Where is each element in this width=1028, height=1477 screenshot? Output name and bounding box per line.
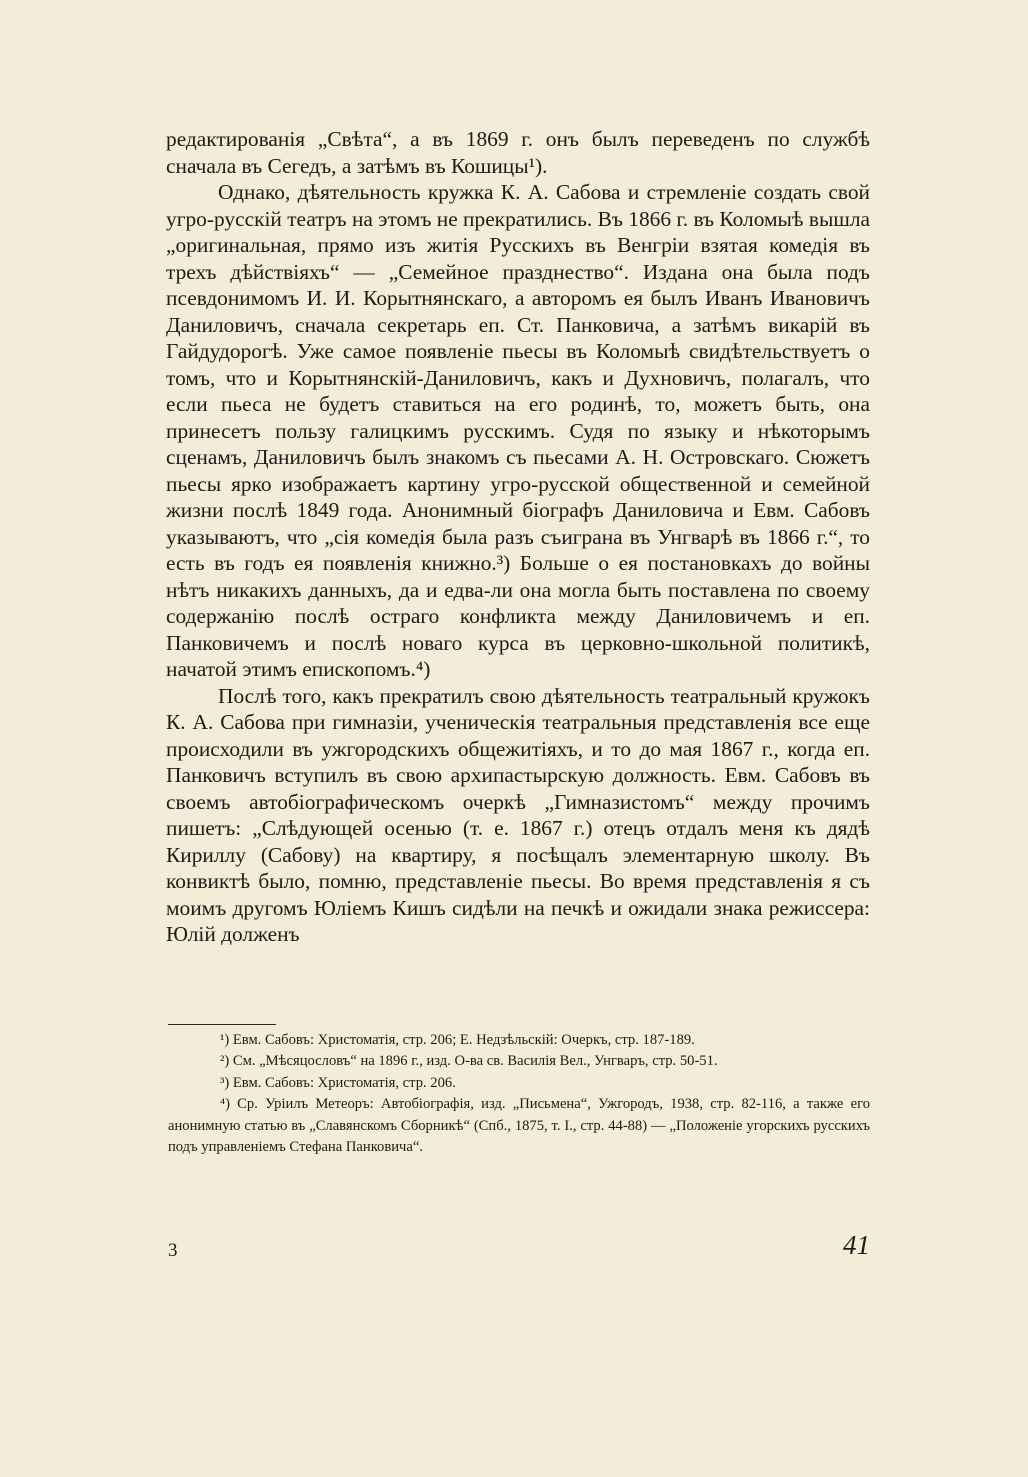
signature-mark: 3: [168, 1240, 178, 1261]
paragraph-2: Однако, дѣятельность кружка К. А. Сабова и стремленіе создать свой угро-русскій театръ на этомъ не прекратились. Въ 1866 г. въ Коломыѣ вышла „оригинальная, прямо изъ житія Русскихъ въ Венгріи взятая комедія въ трехъ дѣйствіяхъ“ — „Семейное празднество“. Издана она была подъ псевдонимомъ И. И. Корытнянскаго, а авторомъ ея былъ Иванъ Ивановичъ Даниловичъ, сначала секретарь еп. Ст. Панковича, а затѣмъ викарій въ Гайдудорогѣ. Уже самое появленіе пьесы въ Коломыѣ свидѣтельствуетъ о томъ, что и Корытнянскій-Даниловичъ, какъ и Духновичъ, полагалъ, что если пьеса не будетъ ставиться на его родинѣ, то, можетъ быть, она принесетъ пользу галицкимъ русскимъ. Судя по языку и нѣкоторымъ сценамъ, Даниловичъ былъ знакомъ съ пьесами А. Н. Островскаго. Сюжетъ пьесы ярко изображаетъ картину угро-русской общественной и семейной жизни послѣ 1849 года. Анонимный біографъ Даниловича и Евм. Сабовъ указываютъ, что „сія комедія была разъ съиграна въ Унгварѣ въ 1866 г.“, то есть въ годъ ея появленія книжно.³) Больше о ея постановкахъ до войны нѣтъ никакихъ данныхъ, да и едва-ли она могла быть поставлена по своему содержанію послѣ остраго конфликта между Даниловичемъ и еп. Панковичемъ и послѣ новаго курса въ церковно-школьной политикѣ, начатой этимъ епископомъ.⁴): [166, 180, 870, 681]
footnote-3: ³) Евм. Сабовъ: Христоматія, стр. 206.: [220, 1074, 456, 1091]
footnote-2: ²) См. „Мѣсяцословъ“ на 1896 г., изд. О-ва св. Василія Вел., Унгваръ, стр. 50-51.: [220, 1053, 718, 1070]
main-text: [166, 126, 870, 948]
paragraph-3: Послѣ того, какъ прекратилъ свою дѣятельность театральный кружокъ К. А. Сабова при гимназіи, ученическія театральныя представленія все еще происходили въ ужгородскихъ общежитіяхъ, и то до мая 1867 г., когда еп. Панковичъ вступилъ въ свою архипастырскую должность. Евм. Сабовъ въ своемъ автобіографическомъ очеркѣ „Гимназистомъ“ между прочимъ пишетъ: „Слѣдующей осенью (т. е. 1867 г.) отецъ отдалъ меня къ дядѣ Кириллу (Сабову) на квартиру, я посѣщалъ элементарную школу. Въ конвиктѣ было, помню, представленіе пьесы. Во время представленія я съ моимъ другомъ Юліемъ Кишъ сидѣли на печкѣ и ожидали знака режиссера: Юлій долженъ: [166, 683, 870, 946]
paragraph-1: редактированія „Свѣта“, а въ 1869 г. онъ былъ переведенъ по службѣ сначала въ Сегедъ, а затѣмъ въ Кошицы¹).: [166, 127, 870, 178]
footnote-1: ¹) Евм. Сабовъ: Христоматія, стр. 206; Е. Недзѣльскій: Очеркъ, стр. 187-189.: [220, 1032, 695, 1048]
footnote-4: ⁴) Ср. Уріилъ Метеоръ: Автобіографія, изд. „Письмена“, Ужгородъ, 1938, стр. 82-116, а также его анонимную статью въ „Славянскомъ Сборникѣ“ (Спб., 1875, т. I., стр. 44-88) — „Положеніе угорскихъ русскихъ подъ управленіемъ Стефана Панковича“.: [168, 1096, 870, 1156]
page-number: 41: [843, 1230, 870, 1260]
footnote-divider: [168, 1024, 276, 1025]
footnotes: [168, 1030, 870, 1158]
